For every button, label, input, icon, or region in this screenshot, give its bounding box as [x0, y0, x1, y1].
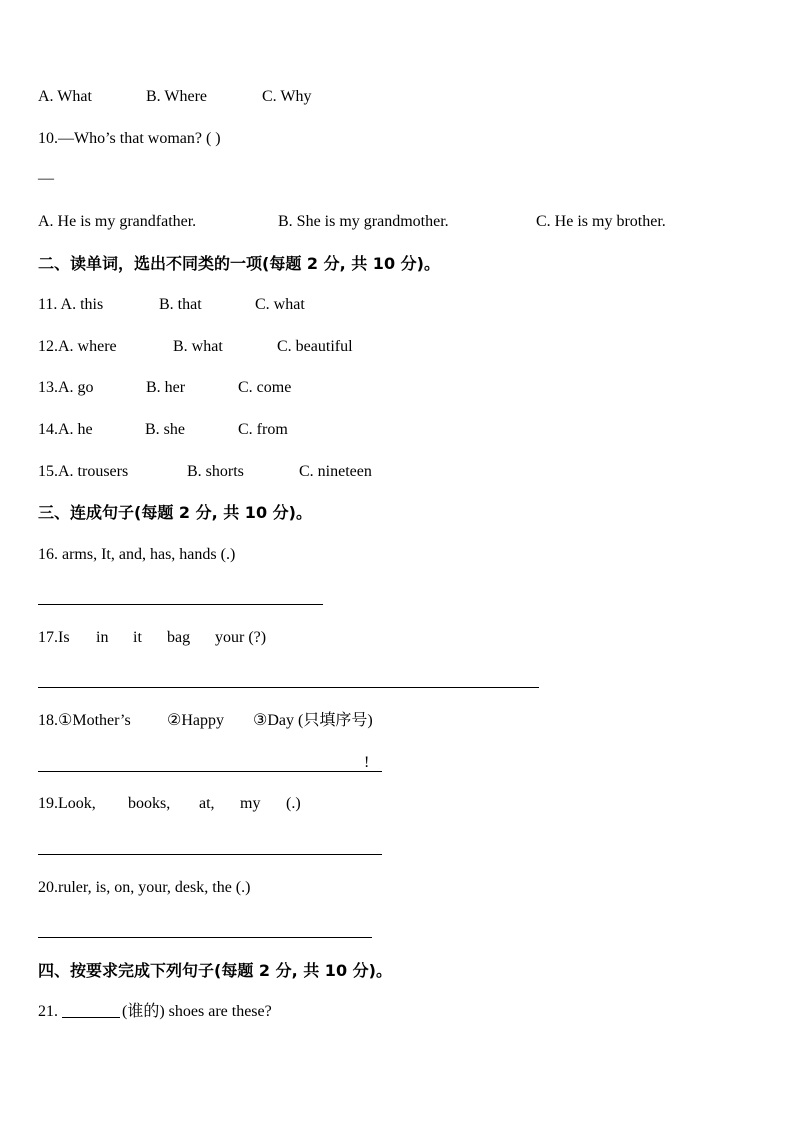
q18-word-2: ②Happy	[167, 712, 224, 729]
q20-answer-line	[38, 937, 372, 938]
q19-word-4: my	[240, 795, 261, 812]
q13-option-c: C. come	[238, 379, 292, 396]
q15-option-c: C. nineteen	[299, 463, 372, 480]
q19-word-5: (.)	[286, 795, 301, 812]
q18-word-1: ①Mother’s	[58, 712, 131, 729]
q19-answer-line	[38, 854, 382, 855]
q11-option-c: C. what	[255, 296, 305, 313]
q17-word-5: your (?)	[215, 629, 267, 646]
q10-options	[38, 212, 738, 232]
q13-option-a: A. go	[58, 379, 94, 396]
q16-answer-line	[38, 604, 323, 605]
q19-prompt	[38, 794, 438, 814]
q18-answer-line	[38, 771, 382, 772]
q18-prompt	[38, 711, 438, 731]
q14-option-c: C. from	[238, 421, 288, 438]
q17-word-4: bag	[167, 629, 191, 646]
q11-option-b: B. that	[159, 296, 202, 313]
q13	[38, 378, 438, 398]
q19-number: 19.	[38, 795, 58, 812]
q21-number: 21.	[38, 1003, 62, 1020]
q13-number: 13.	[38, 379, 58, 396]
q17-word-2: in	[96, 629, 109, 646]
q10-question: 10.—Who’s that woman? ( )	[38, 130, 221, 147]
section4-heading: 四、按要求完成下列句子(每题 2 分, 共 10 分)。	[38, 961, 392, 980]
q13-option-b: B. her	[146, 379, 186, 396]
q19-word-1: Look,	[58, 795, 96, 812]
q11-number: 11.	[38, 296, 61, 313]
q12-option-a: A. where	[58, 338, 117, 355]
q10-option-c: C. He is my brother.	[536, 213, 666, 230]
q21-prompt	[38, 1002, 272, 1022]
q12-number: 12.	[38, 338, 58, 355]
q12-option-c: C. beautiful	[277, 338, 353, 355]
q9-options	[38, 87, 438, 107]
q10-answer-dash: —	[38, 170, 54, 187]
q21-answer-blank[interactable]	[62, 1003, 120, 1018]
q17-word-1: Is	[58, 629, 70, 646]
q11-option-a: A. this	[60, 296, 104, 313]
q10-option-b: B. She is my grandmother.	[278, 213, 449, 230]
q19-word-2: books,	[128, 795, 171, 812]
q18-exclamation-mark: !	[364, 754, 370, 771]
q14-number: 14.	[38, 421, 58, 438]
q15-option-b: B. shorts	[187, 463, 244, 480]
q15-option-a: A. trousers	[58, 463, 129, 480]
q11	[38, 295, 438, 315]
q14-option-b: B. she	[145, 421, 185, 438]
q18-number: 18.	[38, 712, 58, 729]
q14-option-a: A. he	[58, 421, 93, 438]
q10-option-a: A. He is my grandfather.	[38, 213, 197, 230]
q17-number: 17.	[38, 629, 58, 646]
q15	[38, 462, 438, 482]
q9-option-b: B. Where	[146, 88, 208, 105]
q17-word-3: it	[133, 629, 142, 646]
q12-option-b: B. what	[173, 338, 223, 355]
q15-number: 15.	[38, 463, 58, 480]
q21-rest: (谁的) shoes are these?	[122, 1003, 272, 1020]
q20-prompt: 20.ruler, is, on, your, desk, the (.)	[38, 879, 251, 896]
q17-answer-line	[38, 687, 539, 688]
section3-heading: 三、连成句子(每题 2 分, 共 10 分)。	[38, 503, 312, 522]
q16-prompt: 16. arms, It, and, has, hands (.)	[38, 546, 236, 563]
q14	[38, 420, 438, 440]
q18-word-3: ③Day (只填序号)	[253, 712, 373, 729]
section2-heading: 二、读单词，选出不同类的一项(每题 2 分, 共 10 分)。	[38, 254, 440, 273]
q19-word-3: at,	[199, 795, 215, 812]
q12	[38, 337, 438, 357]
q9-option-a: A. What	[38, 88, 92, 105]
q17-prompt	[38, 628, 438, 648]
q9-option-c: C. Why	[262, 88, 312, 105]
